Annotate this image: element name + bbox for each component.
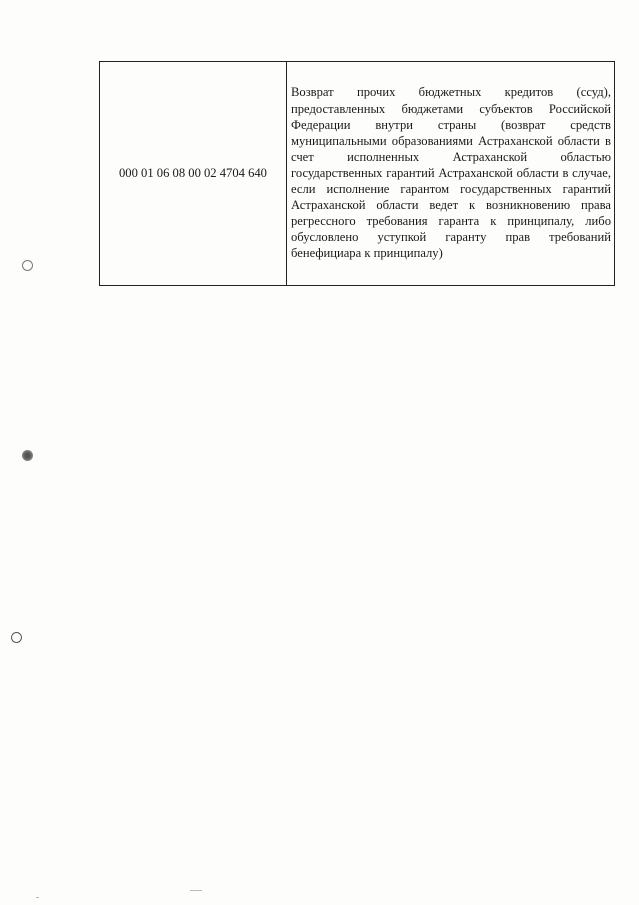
punch-hole-mark — [22, 450, 33, 461]
scan-speck — [36, 897, 39, 898]
table-row — [100, 62, 615, 286]
budget-classification-code: 000 01 06 08 00 02 4704 640 — [100, 62, 287, 286]
punch-hole-mark — [11, 632, 22, 643]
budget-code-table — [99, 61, 615, 286]
scan-speck — [190, 890, 202, 891]
budget-code-description: Возврат прочих бюджетных кредитов (ссуд), предоставленных бюджетами субъектов Российской Федерации внутри страны (возврат средств муниципальными образованиями Астраханской области в счет исполненных Астраханской областью государственных гарантий Астраханской области в случае, если исполнение гарантом государственных гарантий Астраханской области ведет к возникновению права регрессного требования гаранта к принципалу, либо обусловлено уступкой гаранту прав требований бенефициара к принципалу) — [287, 62, 615, 286]
punch-hole-mark — [22, 260, 33, 271]
